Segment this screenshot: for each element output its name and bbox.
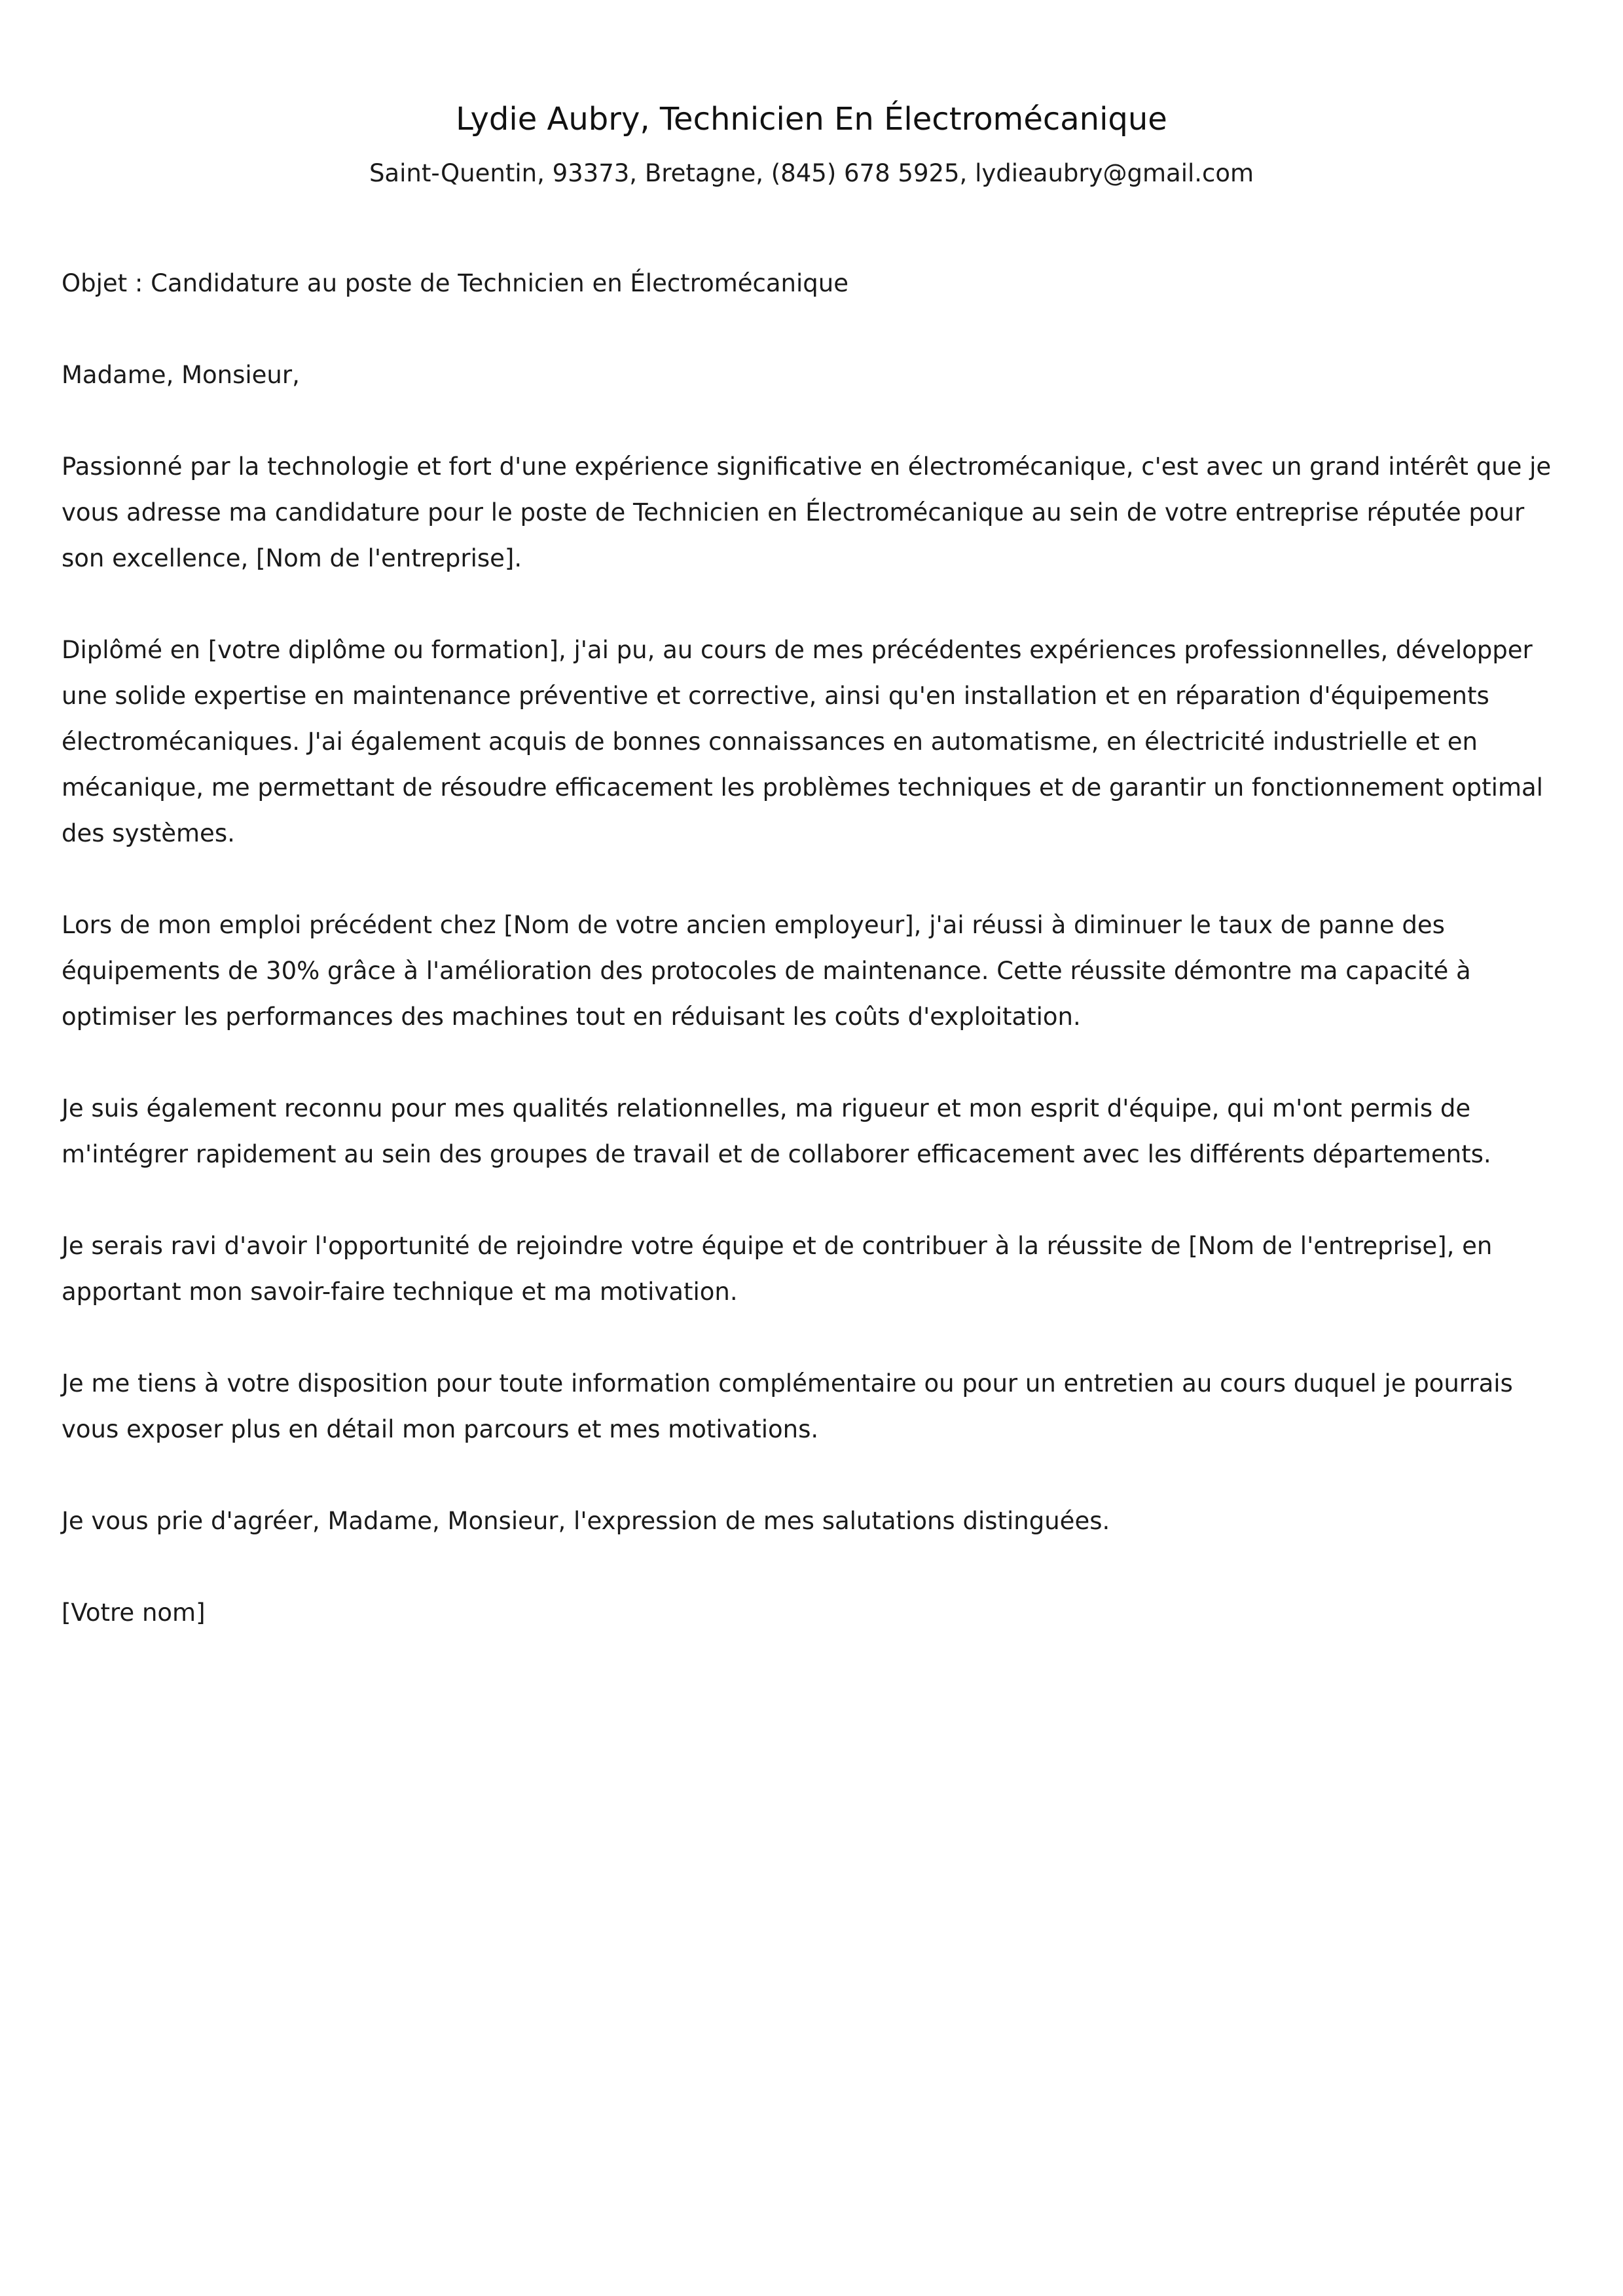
paragraph-availability: Je me tiens à votre disposition pour toute information complémentaire ou pour un entretien au cours duquel je pourrais vous exposer plus en détail mon parcours et mes motivations. (62, 1369, 1513, 1443)
paragraph-qualities: Je suis également reconnu pour mes qualités relationnelles, ma rigueur et mon esprit d'équipe, qui m'ont permis de m'intégrer rapidement au sein des groupes de travail et de collaborer efficacement avec les différents départements. (62, 1094, 1491, 1168)
contact-line: Saint-Quentin, 93373, Bretagne, (845) 678 5925, lydieaubry@gmail.com (369, 159, 1254, 187)
letter-header (62, 0, 1561, 190)
salutation: Madame, Monsieur, (62, 361, 300, 389)
signature: [Votre nom] (62, 1599, 206, 1627)
paragraph-education: Diplômé en [votre diplôme ou formation], j'ai pu, au cours de mes précédentes expériences professionnelles, développer une solide expertise en maintenance préventive et corrective, ainsi qu'en installation et en réparation d'équipements électromécaniques. J'ai également acquis de bonnes connaissances en automatisme, en électricité industrielle et en mécanique, me permettant de résoudre efficacement les problèmes techniques et de garantir un fonctionnement optimal des systèmes. (62, 636, 1543, 847)
paragraph-intro: Passionné par la technologie et fort d'une expérience significative en électromécanique, c'est avec un grand intérêt que je vous adresse ma candidature pour le poste de Technicien en Électromécanique au sein de votre entreprise réputée pour son excellence, [Nom de l'entreprise]. (62, 453, 1552, 572)
letter-body (62, 261, 1561, 1636)
paragraph-motivation: Je serais ravi d'avoir l'opportunité de rejoindre votre équipe et de contribuer à la réussite de [Nom de l'entreprise], en apportant mon savoir-faire technique et ma motivation. (62, 1232, 1493, 1306)
subject-line: Objet : Candidature au poste de Technicien en Électromécanique (62, 269, 848, 297)
name-title: Lydie Aubry, Technicien En Électromécanique (456, 101, 1167, 138)
paragraph-achievement: Lors de mon emploi précédent chez [Nom de votre ancien employeur], j'ai réussi à diminuer le taux de panne des équipements de 30% grâce à l'amélioration des protocoles de maintenance. Cette réussite démontre ma capacité à optimiser les performances des machines tout en réduisant les coûts d'exploitation. (62, 911, 1471, 1031)
closing-line: Je vous prie d'agréer, Madame, Monsieur, l'expression de mes salutations distinguées. (62, 1507, 1110, 1535)
